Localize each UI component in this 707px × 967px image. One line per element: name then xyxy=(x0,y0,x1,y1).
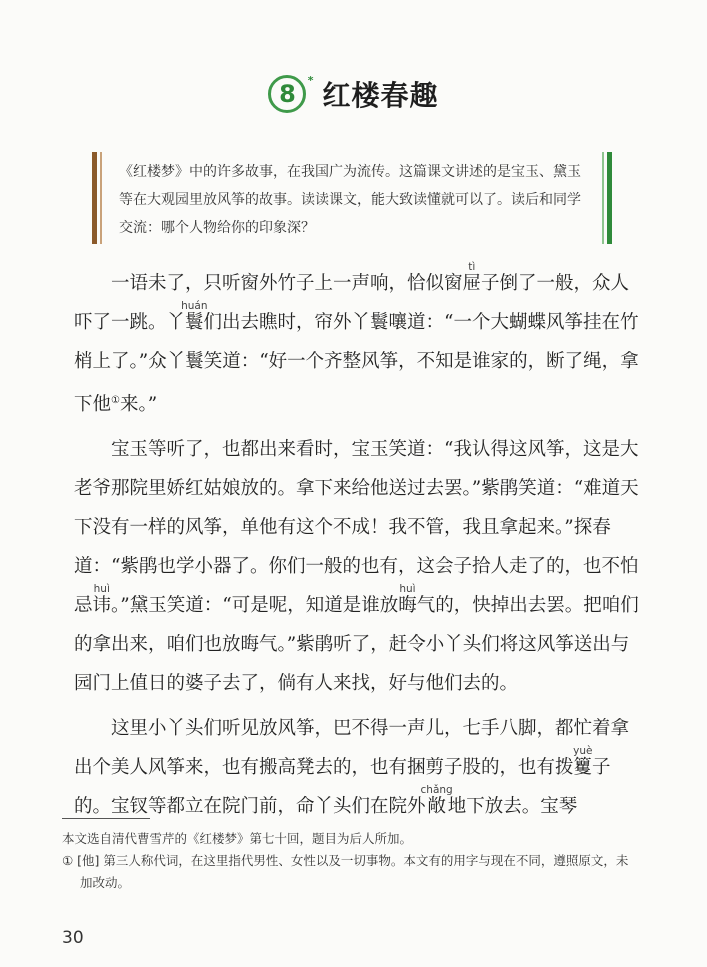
text-run: 地下放去。宝琴 xyxy=(447,796,578,818)
pinyin-annotation: 讳huì xyxy=(92,583,112,617)
paragraph-2 xyxy=(74,430,644,703)
lesson-number: 8 xyxy=(279,80,296,108)
text-run: 这里小丫头们听见放风筝，巴不得一声儿，七手八脚，都忙着拿出个美人风筝来，也有搬高凳去的，也有捆剪子股的，也有拨 xyxy=(74,718,630,779)
paragraph-1 xyxy=(74,262,644,424)
text-run: 来。” xyxy=(119,394,158,416)
pinyin-annotation: 敞chǎng xyxy=(420,784,453,818)
footnote-divider xyxy=(62,818,150,819)
lesson-header xyxy=(0,74,707,114)
self-study-star-icon: * xyxy=(307,74,314,87)
text-run: 。”黛玉笑道：“可是呢，知道是谁放 xyxy=(111,595,399,617)
page-number: 30 xyxy=(62,928,84,948)
paragraph-3 xyxy=(74,709,644,826)
footnote-marker: ① xyxy=(111,395,120,406)
pinyin-annotation: 鬟huán xyxy=(181,300,208,333)
article-body xyxy=(74,262,644,832)
pinyin-annotation: 晦huì xyxy=(398,583,417,617)
text-run: 子倒了一般，众人吓了一跳。丫 xyxy=(74,273,630,333)
source-note: 本文选自清代曹雪芹的《红楼梦》第七十回，题目为后人所加。 xyxy=(62,831,413,846)
text-run: 一语未了，只听窗外竹子上一声响，恰似窗 xyxy=(111,273,463,294)
text-run: 宝玉等听了，也都出来看时，宝玉笑道：“我认得这风筝，这是大老爷那院里娇红姑娘放的。拿下来给他送过去罢。”紫鹃笑道：“难道天下没有一样的风筝，单他有这个不成！我不管，我且拿起来。”探春道：“紫鹃也学小器了。你们一般的也有，这会子拾人走了的，也不怕忌 xyxy=(74,439,639,617)
lesson-number-badge xyxy=(268,74,314,113)
lesson-title: 红楼春趣 xyxy=(322,79,439,112)
intro-text: 《红楼梦》中的许多故事，在我国广为流传。这篇课文讲述的是宝玉、黛玉等在大观园里放风筝的故事。读读课文，能大致读懂就可以了。读后和同学交流：哪个人物给你的印象深？ xyxy=(119,164,581,236)
text-run: 们出去瞧时，帘外丫鬟嚷道：“一个大蝴蝶风筝挂在竹梢上了。”众丫鬟笑道：“好一个齐整风筝，不知是谁家的，断了绳，拿下他 xyxy=(74,312,639,416)
text-run: 子的。宝钗等都立在院门前，命丫头们在院外 xyxy=(74,757,611,818)
intro-box xyxy=(92,152,612,244)
pinyin-annotation: 屉tì xyxy=(462,261,482,294)
pinyin-annotation: 籰yuè xyxy=(573,745,593,779)
footnotes xyxy=(62,828,632,894)
footnote-1: ① [他] 第三人称代词，在这里指代男性、女性以及一切事物。本文有的用字与现在不同，遵照原文，未加改动。 xyxy=(62,853,629,890)
text-run: 气的，快掉出去罢。把咱们的拿出来，咱们也放晦气。”紫鹃听了，赶令小丫头们将这风筝送出与园门上值日的婆子去了，倘有人来找，好与他们去的。 xyxy=(74,595,639,695)
